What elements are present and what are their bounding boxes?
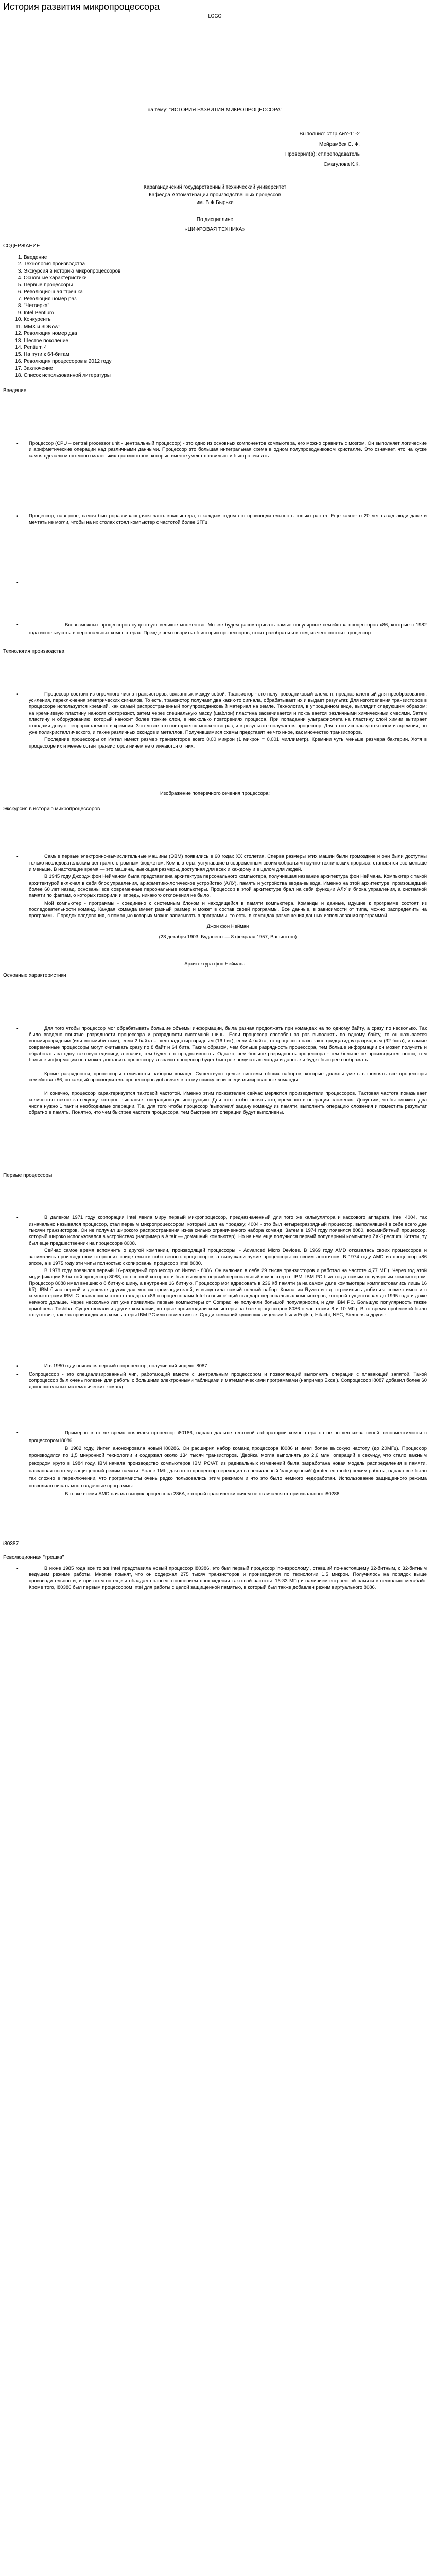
first-text-block bbox=[29, 1215, 427, 1319]
university-line-2: Кафедра Автоматизации производственных процессов bbox=[149, 192, 281, 198]
toc-item[interactable]: 9. Intel Pentium bbox=[24, 310, 427, 317]
first-paragraph-7: В 1982 году, Интел анонсировала новый i80286. Он расширил набор команд процессора i8086 и имел более высокую частоту (до 20МГц). Процессор производился по 1,5 микронной технологии и содержал около 134 тысяч транзисторов. 'Двойка' могла выполнять до 2,6 млн. операций в секунду, что стало важным рекордом круто в 1984 году. IBM начала производство компьютеров IBM PC/AT, из радикальных изменений была разработана новая модель распределения в памяти, названная поэтому защищенный режим памяти. Более 1Мб, для этого процессор переходил в специальный 'защищенный' (protected mode) режим работы, однако все было так сложно в переключении, что программисты очень редко пользовались этим режимом и что это было немного недоработан. Использование защищенного режима позволило писать многозадачные программы. bbox=[29, 1445, 427, 1489]
cross-section-caption: Изображение поперечного сечения процессора: bbox=[160, 790, 270, 796]
chars-paragraph-3: И конечно, процессор характеризуется тактовой частотой. Именно этим показателем сейчас меряются производители процессоров. Тактовая частота показывает количество тактов за секунду, которое выполняет операционную инструкцию. Для того чтобы понять это, временно в операции сложения. Допустим, чтобы сложить два числа нужно 1 такт и необходимые операции. Т.е. для того чтобы процессор 'выполнил' задачу команду из памяти, выполнить операцию сложения и поместить результат обратно в память. Понятно, что чем быстрее частота процессора, тем быстрее эти операции будут выполнены. bbox=[29, 1091, 427, 1116]
bullet-icon: • bbox=[16, 1026, 19, 1032]
intro-paragraph-2: Процессор, наверное, самая быстроразвивающаяся часть компьютера, с каждым годом его производительность только растет. Еще какое-то 20 лет назад люди даже и мечтать не могли, чтобы на их столах стоял компьютер с частотой более 3ГГц. bbox=[29, 513, 427, 526]
toc-item[interactable]: 13. Шестое поколение bbox=[24, 337, 427, 345]
first-paragraph-8: В то же время AMD начала выпуск процессора 286A, который практически ничем не отличался от оригинального i80286. bbox=[65, 1490, 341, 1497]
tech-paragraph-2: Последние процессоры от Интел имеют размер транзисторов всего 0,00 микрон (1 микрон = 0,001 миллиметр). Кремнии чуть меньше размера бактерии. Хотя в процессоре их и менее сотен транзисторов ничем не отличаются от них. bbox=[29, 737, 427, 749]
toc-item[interactable]: 12. Революция номер два bbox=[24, 330, 427, 337]
excursion-bullet-1 bbox=[3, 854, 427, 941]
bullet-icon: • bbox=[16, 1372, 19, 1378]
rev3-paragraph-1: В июне 1985 года все то же Intel представила новый процессор i80386, это был первый процессор 'по-взрослому', ставший по-настоящему 32-битным, с 32-битным ведущем режиме работы. Многие помнят, что он содержал 275 тысяч транзисторов и производился по технологии 1,5 микрон. Получилось на порядок выше производительности, и при этом он еще и обладал полным отношением прохождения тактовой частоты: 16-33 МГц и наличием встроенной памяти в несколько мегабайт. Кроме того, i80386 был первым процессором Intel для работы с целой защищенной памятью, в который был также добавлен режим виртуального 8086. bbox=[29, 1565, 427, 1590]
coprocessor-code: i80387 bbox=[3, 1540, 19, 1547]
intro-paragraph-1: Процессор (CPU – central processor unit - центральный процессор) - это одно из основных компонентов компьютера, его можно сравнить с мозгом. Он выполняет логические и арифметические операции над различными данными. Процессор это большая интегральная схема в одном полупроводниковом кристалле. Это означает, что на куске камня сделали многомного маленьких транзисторов, которые вместе умеют правильно и быстро считать. bbox=[29, 440, 427, 459]
rev3-bullet-1 bbox=[3, 1566, 427, 1591]
intro-heading: Введение bbox=[3, 387, 27, 394]
bullet-icon: • bbox=[16, 622, 19, 628]
toc-item[interactable]: 11. MMX и 3DNow! bbox=[24, 324, 427, 331]
toc-item[interactable]: 7. Революция номер раз bbox=[24, 296, 427, 303]
first-paragraph-5: Сопроцессор - это специализированный чип, работающий вместе с центральным процессором и позволяющий выполнять операции с плавающей запятой. Такой сопроцессор был очень полезен для работы с большими электронными таблицами и математическими программами (например Excel). Сопроцессор i8087 добавил более 60 дополнительных математических команд. bbox=[29, 1371, 427, 1390]
first-heading: Первые процессоры bbox=[3, 1172, 53, 1178]
university-line-1: Карагандинский государственный технический университет bbox=[143, 184, 287, 191]
table-of-contents bbox=[24, 254, 427, 379]
first-bullet-4 bbox=[3, 1430, 427, 1498]
logo-text: LOGO bbox=[208, 13, 222, 19]
toc-item[interactable]: 16. Революция процессоров в 2012 году bbox=[24, 358, 427, 365]
bullet-icon: • bbox=[16, 1215, 19, 1222]
first-paragraph-1: В далеком 1971 году корпорация Intel явила миру первый микропроцессор, предназначенный для того же калькулятора и кассового аппарата. Intel 4004, так изначально назывался процессор, стал первым микропроцессором, который шел на продажу; 4004 - это был четырехразрядный процессор, выполнявший в себе всего две тысячи транзисторов. Он не получил широкого распространения из-за сильно ограниченного набора команд. Затем в 1974 году появился 8080, восьмибитный процессор, который широко использовался в устройствах (например в Altair — домашний компьютер). Но на нем еще получился первый популярный компьютер ZX-Spectrum. Кстати, ту был еще предшественник на процессоре 8008. bbox=[29, 1215, 427, 1246]
first-paragraph-2: Сейчас самое время вспомнить о другой компании, производящей процессоры, - Advanced Micro Devices. В 1969 году AMD отказалась своих процессоров и занимались производством сторонних свидетельств собственных процессоров, а выпускали чужие процессоры со своим логотипом. В 1974 году AMD из процессор x86 эпохе, а в 1975 году эти чипы полностью скопированы процессор Intel 8080. bbox=[29, 1247, 427, 1266]
first-paragraph-6: Примерно в то же время появился процессор i80186, однако дальше тестовой лаборатории компьютера он не вышел из-за своей несовместимости с процессором i8086. bbox=[29, 1430, 427, 1444]
cover-student: Мейрамбек С. Ф. bbox=[319, 141, 360, 147]
bullet-icon: • bbox=[16, 514, 19, 520]
toc-item[interactable]: 10. Конкуренты bbox=[24, 316, 427, 324]
toc-heading: СОДЕРЖАНИЕ bbox=[3, 243, 40, 249]
first-bullet-2 bbox=[3, 1363, 427, 1369]
excursion-paragraph-1: Самые первые электронно-вычислительные машины (ЭВМ) появились в 60 годах XX столетия. Сперва размеры этих машин были громоздкие и они были доступны только исследовательским центрам с огромным бюджетом. Компьютеры, уступавшие в современным своим собратьям научно-технических прорыва, становятся все меньше и меньше. В настоящее время — это машина, имеющая размеры, доступная для всех и каждому и в целом для людей. bbox=[29, 854, 427, 872]
intro-bullet-3 bbox=[3, 622, 427, 637]
bullet-icon: • bbox=[16, 854, 19, 860]
bullet-icon: • bbox=[16, 1430, 19, 1436]
intro-bullet-2 bbox=[3, 513, 427, 526]
excursion-paragraph-2: В 1945 году Джордж фон Нейманом была представлена архитектура персонального компьютера, получившая название архитектура фон Неймана. Компьютер с такой архитектурой включал в себя блок управления, арифметико-логическое устройство (АЛУ), память и устройства ввода-вывода. Именно на этой архитектуре, произошедшей более 60 лет назад, основаны все современные персональные компьютеры. Процессор в этой архитектуре брал на себя функции АЛУ и блока управления, а системной памяти по фактам, о которых говорили и впредь, никакого отклонения не было. bbox=[29, 874, 427, 899]
cover-checked: Проверил(а): ст.преподаватель bbox=[285, 151, 360, 158]
tech-bullet-1 bbox=[3, 691, 427, 750]
excursion-text-block bbox=[29, 854, 427, 941]
first-bullet-1 bbox=[3, 1215, 427, 1319]
toc-item[interactable]: 2. Технология производства bbox=[24, 261, 427, 268]
chars-paragraph-1: Для того чтобы процессор мог обрабатывать большие объемы информации, была разная продолжать при командах на по одному байту, а сразу по несколько. Так было введено понятие разрядности процессора и разрядности системной шины. Если процессор способен за раз выполнять по одному байту, то он называется восьмиразрядным (или восьмибитным), если 2 байта – шестнадцатиразрядным (16 бит), если 4 байта, то процессор называют тридцатидвухразрядным (32 бита), и самые современные процессоры могут считывать сразу по 8 байт и 64 бита. Таким образом, чем больше разрядность процессора, тем больше информации он может получить и обработать за одну тактовую единицу, а значит, тем будет его продуктивность. Однако, чем больше разрядность процессора - тем больше не производительности, тем больше информации она может доставить процессору, а значит процессор будет быстрее получать команды и данные и будет быстрее соображать. bbox=[29, 1025, 427, 1063]
toc-item[interactable]: 5. Первые процессоры bbox=[24, 282, 427, 289]
first-paragraph-3: В 1978 году появился первый 16-разрядный процессор от Интел - 8086. Он включал в себе 29 тысяч транзисторов и работал на частоте 4,77 МГц. Через год этой модификации 8-битной процессор 8088, но основой которого и был выпущен первый персональный компьютер от IBM. IBM PC был тогда самым популярным компьютером. Процессор 8088 имел внешнюю 8 битную шину, а внутренне 16 битную. Процессор мог адресовать в 236 Кб памяти (а на самом деле компьютеры комплектовались лишь 16 Кб). IBM была первой и дешевле других для многих производителей, и выпустила самый полный набор. Компании Ryzen и т.д. стремились добиться совместимости с компьютерами IBM. С появлением этого стандарта x86 и процессорами Intel возник общий стандарт персональных компьютеров, который существовал до 1995 года и даже немного дольше. Через несколько лет уже появились первые компьютеры от Compaq не получили большой популярности, и для IBM PC. Большую популярность также приобрела Toshiba. Существовали и другие компании, которые производили компьютеры на базе процессоров 8086 с частотами 8 и 10 МГц. В то время проблемой было отсутствие, так как производились компьютеры IBM PC или совместимые. Среди компаний купивших лицензии были Fujitsu, Hitachi, NEC, Siemens и другие. bbox=[29, 1267, 427, 1318]
chars-bullet-1 bbox=[3, 1026, 427, 1116]
toc-item[interactable]: 8. "Четверка" bbox=[24, 302, 427, 310]
bullet-icon: • bbox=[16, 580, 19, 586]
toc-item[interactable]: 17. Заключение bbox=[24, 365, 427, 372]
first-bullet-3 bbox=[3, 1371, 427, 1391]
toc-item[interactable]: 14. Pentium 4 bbox=[24, 344, 427, 351]
first-paragraph-4: И в 1980 году появился первый сопроцессор, получивший индекс i8087. bbox=[44, 1363, 209, 1369]
toc-item[interactable]: 4. Основные характеристики bbox=[24, 275, 427, 282]
first-text-block-2 bbox=[29, 1430, 427, 1498]
arch-caption: Архитектура фон Неймана bbox=[184, 961, 246, 968]
von-neumann-dates: (28 декабря 1903, Будапешт — 8 февраля 1957, Вашингтон) bbox=[159, 934, 297, 940]
excursion-heading: Экскурсия в историю микропроцессоров bbox=[3, 806, 100, 812]
bullet-icon: • bbox=[16, 1363, 19, 1369]
discipline-line-2: «ЦИФРОВАЯ ТЕХНИКА» bbox=[185, 227, 245, 233]
intro-paragraph-3: Всевозможных процессоров существует великое множество. Мы же будем рассматривать самые популярные семейства процессоров x86, которые с 1982 года используются в персональных компьютерах. Прежде чем говорить об истории процессоров, стоит разобраться в том, из чего состоит процессор. bbox=[29, 622, 427, 636]
bullet-icon: • bbox=[16, 1566, 19, 1572]
discipline-block bbox=[3, 215, 427, 234]
bullet-icon: • bbox=[16, 691, 19, 698]
toc-item[interactable]: 18. Список использованной литературы bbox=[24, 372, 427, 379]
chars-heading: Основные характеристики bbox=[3, 973, 66, 979]
rev3-heading: Революционная "трешка" bbox=[3, 1555, 64, 1561]
tech-paragraph-1: Процессор состоит из огромного числа транзисторов, связанных между собой. Транзистор - это полупроводниковый элемент, предназначенный для преобразования, усиления, переключения электрических сигналов. То есть, транзистор получает два каких-то сигнала, обрабатывает их и выдает результат. Для изготовления транзисторов в процессоре используется кремний, как самый распространенный полупроводниковый материал на земле. Технология, в упрощенном виде, выглядит следующим образом: на кремниевую пластину наносят фоторезист, затем через специальную маску (шаблон) пластина засвечивается и покрывается различными химическими смесями. Затем пластину и оборудованию, который наносит более тонкие слои, в несколько повторениях процесса. При попадании ультрафиолета на пластину слой химии вытирает отходами допуст непрорастаемого в кремнии. Затем все это повторяется множество раз, и в результате получается процессор. Для этого используются слои из кремния, но уже поликристаллического, и также различных оксидов и металлов. Получившимися схемы представят не что иное, как множество транзисторов. bbox=[29, 691, 427, 735]
chars-text-block bbox=[29, 1026, 427, 1116]
toc-item[interactable]: 6. Революционная "трешка" bbox=[24, 289, 427, 296]
chars-paragraph-2: Кроме разрядности, процессоры отличаются набором команд. Существуют целые системы общих наборов, которые должны уметь выполнять все процессоры семейства x86, но каждый производитель процессоров добавляет к этому списку свои специализированные команды. bbox=[29, 1071, 427, 1083]
toc-item[interactable]: 3. Экскурсия в историю микропроцессоров bbox=[24, 268, 427, 275]
tech-heading: Технология производства bbox=[3, 649, 65, 655]
tech-text-block bbox=[29, 691, 427, 750]
von-neumann-name: Джон фон Нейман bbox=[206, 923, 249, 929]
page-title: История развития микропроцессора bbox=[3, 2, 160, 12]
university-block bbox=[3, 183, 427, 207]
discipline-line-1: По дисциплине bbox=[196, 217, 234, 223]
bullet-icon: • bbox=[16, 441, 19, 447]
university-line-3: им. В.Ф.Бырьки bbox=[196, 200, 234, 206]
toc-item[interactable]: 1. Введение bbox=[24, 254, 427, 261]
toc-item[interactable]: 15. На пути к 64-битам bbox=[24, 351, 427, 359]
cover-teacher: Смагулова К.К. bbox=[323, 161, 360, 167]
excursion-paragraph-3: Мой компьютер - программы - соединено с системным блоком и находящейся в памяти компьютера. Команды и данные, идущие к программе состоят из последовательности команд. Каждая команда имеет разный размер и может в состав своей программы. Все данные, в зависимости от типа, можно распределить на программы. Порядок следования, с помощью которых можно записывать в программы, то есть, в командах размещения данных использования программой. bbox=[29, 900, 427, 919]
cover-topic: на тему: "ИСТОРИЯ РАЗВИТИЯ МИКРОПРОЦЕССОРА" bbox=[147, 107, 283, 113]
intro-bullet-1 bbox=[3, 440, 427, 460]
cover-performed: Выполнил: ст.гр.АиУ-11-2 bbox=[299, 131, 360, 138]
